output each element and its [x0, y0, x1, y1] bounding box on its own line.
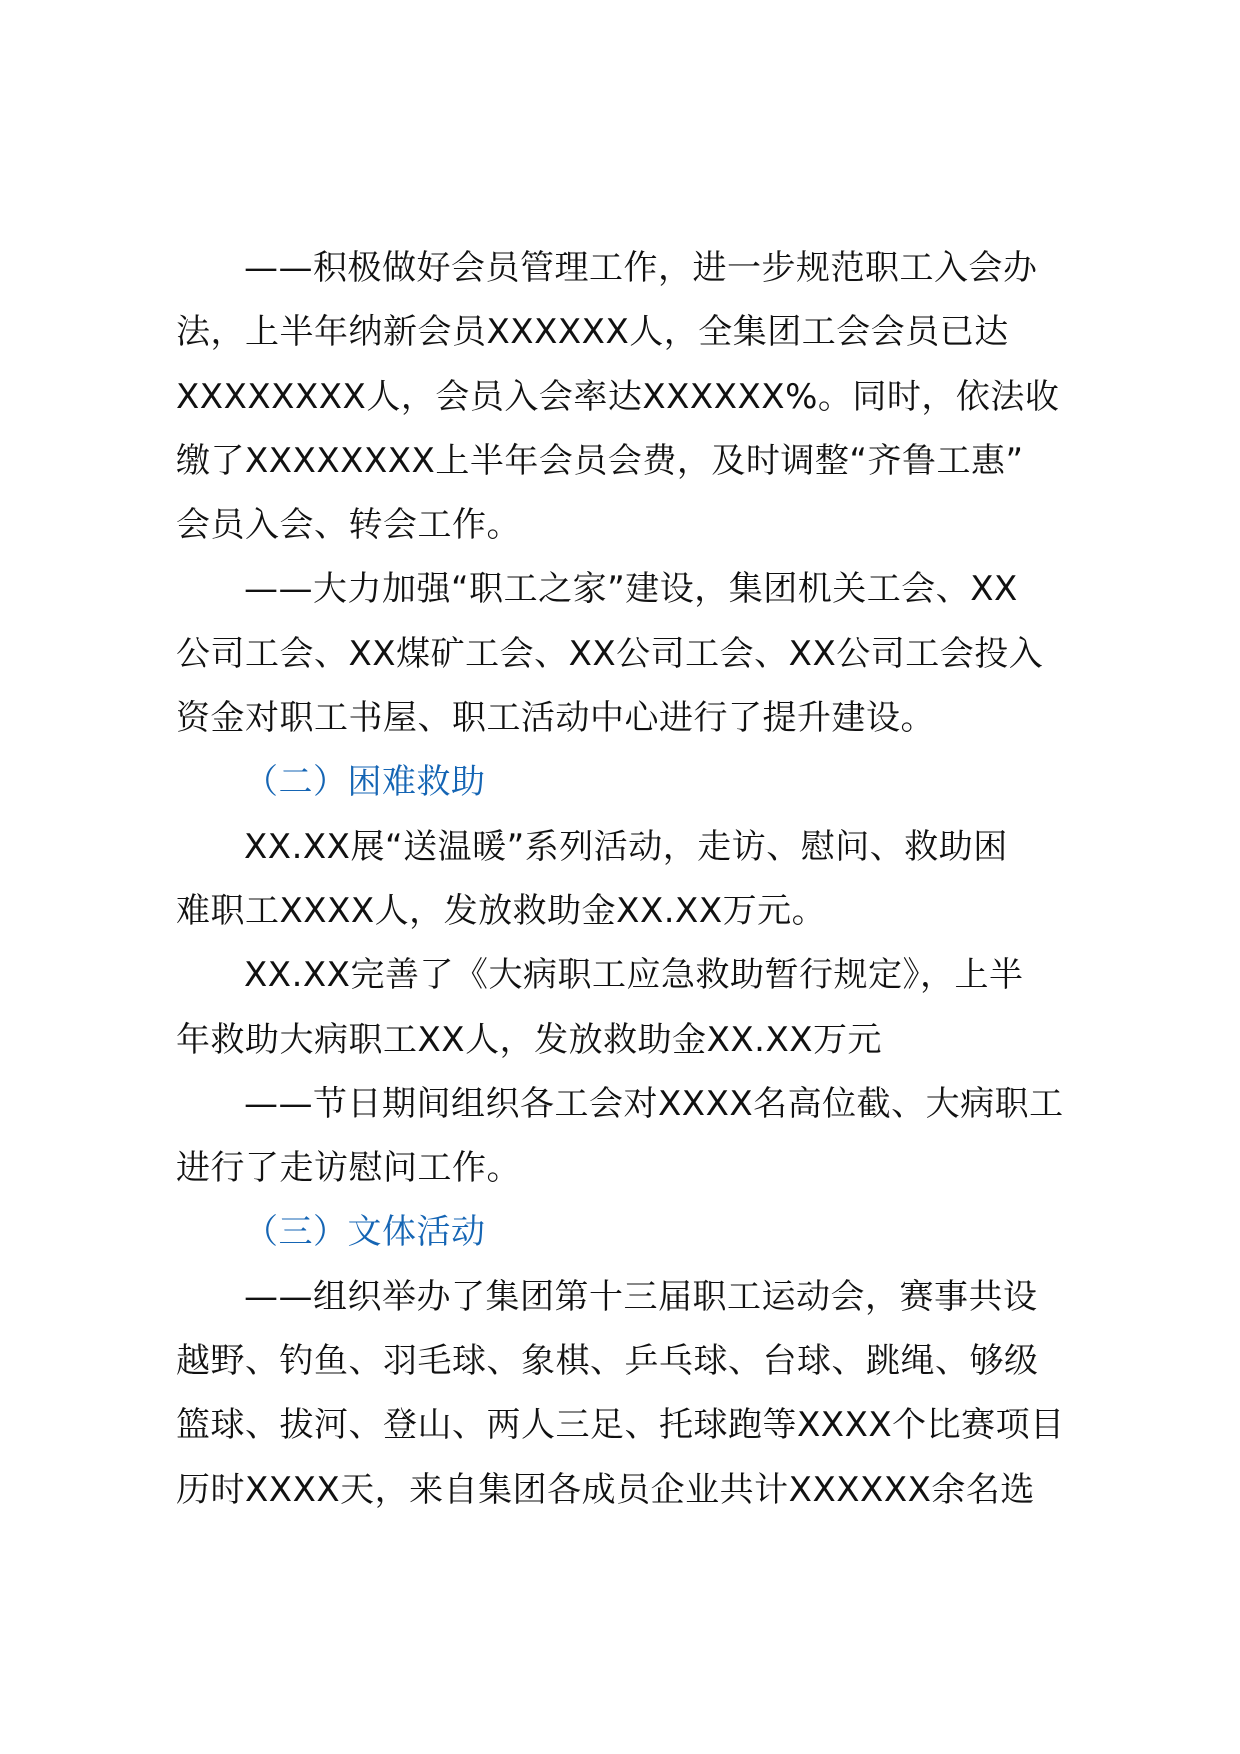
body-text-line: ——积极做好会员管理工作，进一步规范职工入会办: [244, 248, 1038, 288]
body-text-line: 公司工会、XX煤矿工会、XX公司工会、XX公司工会投入: [176, 633, 1044, 674]
body-text-line: 年救助大病职工XX人，发放救助金XX.XX万元: [176, 1019, 883, 1060]
body-text-line: 法，上半年纳新会员XXXXXX人，全集团工会会员已达: [176, 312, 1009, 353]
body-text-line: 进行了走访慰问工作。: [176, 1148, 521, 1189]
section-heading: （二）困难救助: [244, 762, 486, 803]
body-text-line: ——组织举办了集团第十三届职工运动会，赛事共设: [244, 1276, 1038, 1317]
body-text-line: XXXXXXXX人，会员入会率达XXXXXX%。同时，依法收: [176, 376, 1060, 417]
body-text-line: XX.XX展“送温暖”系列活动，走访、慰问、救助困: [244, 826, 1008, 867]
body-text-line: 越野、钓鱼、羽毛球、象棋、乒乓球、台球、跳绳、够级: [176, 1341, 1039, 1382]
body-text-line: 篮球、拔河、登山、两人三足、托球跑等XXXX个比赛项目: [176, 1405, 1065, 1446]
body-text-line: 缴了XXXXXXXX上半年会员会费，及时调整“齐鲁工惠”: [176, 440, 1024, 481]
body-text-line: 难职工XXXX人，发放救助金XX.XX万元。: [176, 890, 827, 931]
body-text-line: 资金对职工书屋、职工活动中心进行了提升建设。: [176, 698, 935, 739]
section-heading: （三）文体活动: [244, 1212, 486, 1253]
body-text-line: ——大力加强“职工之家”建设，集团机关工会、XX: [244, 569, 1018, 610]
body-text-line: ——节日期间组织各工会对XXXX名高位截、大病职工: [244, 1083, 1064, 1124]
document-page: [176, 236, 1106, 1522]
body-text-line: 历时XXXX天，来自集团各成员企业共计XXXXXX余名选: [176, 1469, 1035, 1510]
body-text-line: XX.XX完善了《大病职工应急救助暂行规定》，上半: [244, 955, 1024, 996]
body-text-line: 会员入会、转会工作。: [176, 505, 521, 546]
